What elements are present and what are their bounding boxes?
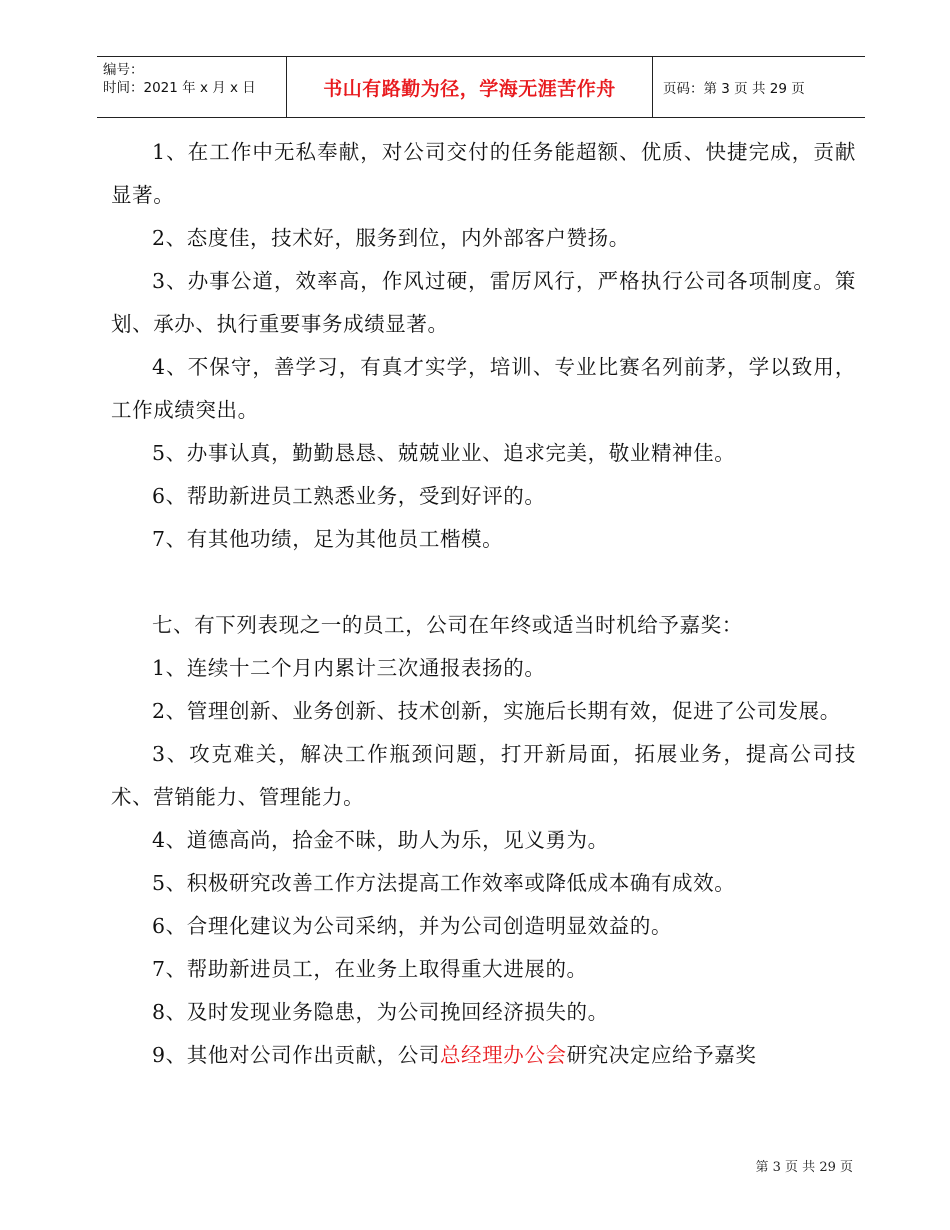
list-item: 4、道德高尚，拾金不昧，助人为乐，见义勇为。 [152,828,609,852]
paragraph: 5、办事认真，勤勤恳恳、兢兢业业、追求完美，敬业精神佳。 [152,441,736,465]
paragraph: 4、不保守，善学习，有真才实学，培训、专业比赛名列前茅，学以致用，工作成绩突出。 [111,355,856,422]
last-item-after: 研究决定应给予嘉奖 [566,1043,757,1067]
paragraph: 1、在工作中无私奉献，对公司交付的任务能超额、优质、快捷完成，贡献显著。 [111,140,856,207]
document-header [97,56,865,118]
blank-line [111,561,856,604]
list-item: 8、及时发现业务隐患，为公司挽回经济损失的。 [152,1000,609,1024]
paragraph: 7、有其他功绩，足为其他员工楷模。 [152,527,504,551]
last-item-before: 9、其他对公司作出贡献，公司 [152,1043,440,1067]
paragraph: 6、帮助新进员工熟悉业务，受到好评的。 [152,484,546,508]
list-item: 6、合理化建议为公司采纳，并为公司创造明显效益的。 [152,914,673,938]
list-item: 2、管理创新、业务创新、技术创新，实施后长期有效，促进了公司发展。 [152,699,841,723]
paragraph: 2、态度佳，技术好，服务到位，内外部客户赞扬。 [152,226,630,250]
header-motto: 书山有路勤为径，学海无涯苦作舟 [287,57,653,117]
section-title: 七、有下列表现之一的员工，公司在年终或适当时机给予嘉奖： [152,613,743,637]
document-number-label: 编号： [103,62,144,78]
list-item-last [111,1034,856,1077]
header-meta-cell [97,57,287,117]
page-footer: 第 3 页 共 29 页 [755,1160,853,1175]
document-body [111,131,856,1077]
highlighted-text: 总经理办公会 [439,1043,567,1067]
list-item: 5、积极研究改善工作方法提高工作效率或降低成本确有成效。 [152,871,736,895]
header-page-number: 页码：第 3 页 共 29 页 [663,81,805,97]
list-item: 7、帮助新进员工，在业务上取得重大进展的。 [152,957,588,981]
list-item: 1、连续十二个月内累计三次通报表扬的。 [152,656,546,680]
document-time-label: 时间：2021 年 x 月 x 日 [103,80,256,96]
list-item: 3、攻克难关，解决工作瓶颈问题，打开新局面，拓展业务，提高公司技术、营销能力、管理能力。 [111,742,856,809]
paragraph: 3、办事公道，效率高，作风过硬，雷厉风行，严格执行公司各项制度。策划、承办、执行重要事务成绩显著。 [111,269,856,336]
